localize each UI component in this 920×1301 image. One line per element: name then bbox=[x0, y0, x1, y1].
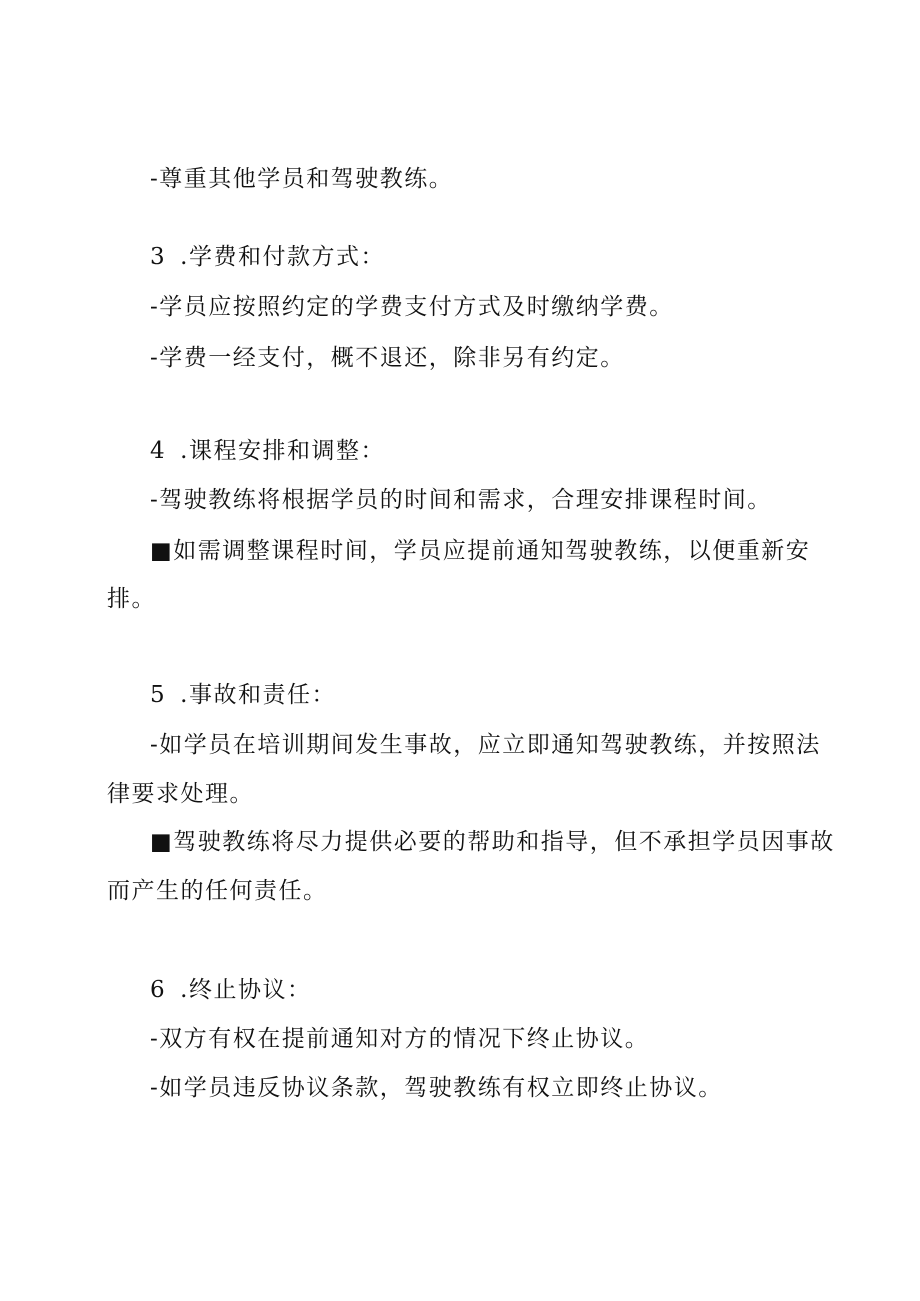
section-heading-fees bbox=[150, 242, 385, 272]
section-heading-accident bbox=[150, 680, 336, 710]
clause-termination-breach: -如学员违反协议条款，驾驶教练有权立即终止协议。 bbox=[150, 1075, 723, 1101]
clause-accident-liability-cont: 而产生的任何责任。 bbox=[107, 878, 328, 904]
section-title: .学费和付款方式： bbox=[180, 244, 385, 270]
section-heading-schedule bbox=[150, 436, 385, 466]
clause-schedule-arrange: -驾驶教练将根据学员的时间和需求，合理安排课程时间。 bbox=[150, 487, 772, 513]
section-number: 4 bbox=[150, 438, 167, 464]
clause-respect-others: -尊重其他学员和驾驶教练。 bbox=[150, 166, 454, 192]
section-heading-termination bbox=[150, 975, 311, 1005]
clause-fee-nonrefundable: -学费一经支付，概不退还，除非另有约定。 bbox=[150, 345, 625, 371]
clause-accident-notify: -如学员在培训期间发生事故，应立即通知驾驶教练，并按照法 bbox=[150, 732, 821, 758]
section-number: 5 bbox=[150, 682, 167, 708]
clause-termination-notice: -双方有权在提前通知对方的情况下终止协议。 bbox=[150, 1026, 650, 1052]
clause-fee-payment: -学员应按照约定的学费支付方式及时缴纳学费。 bbox=[150, 294, 674, 320]
section-number: 3 bbox=[150, 244, 167, 270]
clause-accident-liability: ■驾驶教练将尽力提供必要的帮助和指导，但不承担学员因事故 bbox=[150, 829, 835, 855]
section-title: .终止协议： bbox=[180, 977, 312, 1003]
clause-accident-notify-cont: 律要求处理。 bbox=[107, 781, 254, 807]
clause-schedule-adjust: ■如需调整课程时间，学员应提前通知驾驶教练，以便重新安 bbox=[150, 538, 811, 564]
section-number: 6 bbox=[150, 977, 167, 1003]
clause-schedule-adjust-cont: 排。 bbox=[107, 586, 156, 612]
section-title: .课程安排和调整： bbox=[180, 438, 385, 464]
section-title: .事故和责任： bbox=[180, 682, 336, 708]
